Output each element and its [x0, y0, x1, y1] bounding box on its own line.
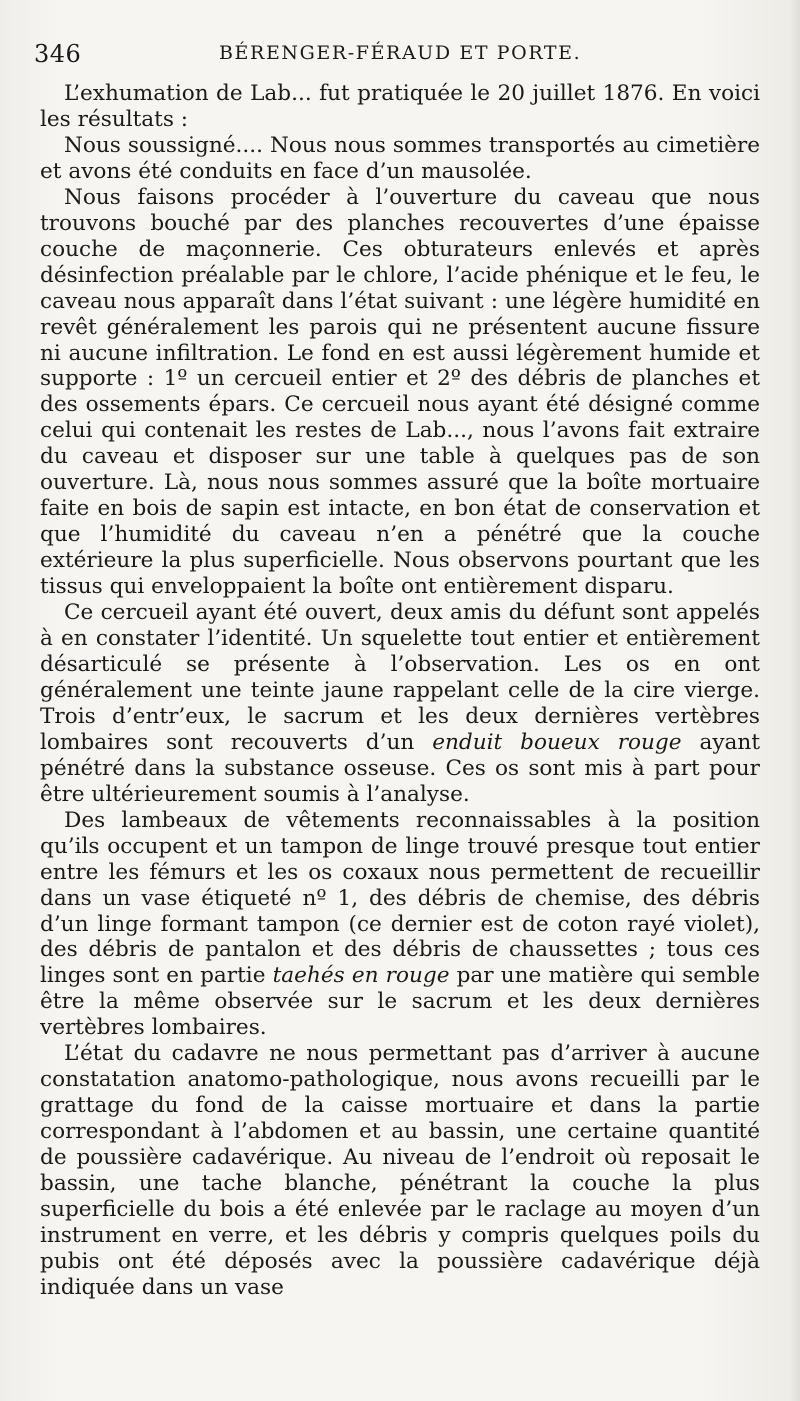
page-header [34, 40, 774, 76]
paragraph-5 [40, 808, 760, 1042]
paragraph-5-italic: taehés en rouge [272, 963, 450, 989]
paragraph-4-text-b: ayant pénétré dans la substance osseuse. Ces os sont mis à part pour être ultérieurement soumis à l’analyse. [40, 729, 760, 807]
paragraph-4-text-a: Ce cercueil ayant été ouvert, deux amis du défunt sont appelés à en constater l’identité. Un squelette tout entier et entièrement désarticulé se présente à l’observation. Les os en ont généralement une teinte jaune rappelant celle de la cire vierge. Trois d’entr’eux, le sacrum et les deux dernières vertèbres lombaires sont recouverts d’un [40, 600, 760, 755]
page-number: 346 [34, 40, 82, 68]
paragraph-4 [40, 600, 760, 808]
running-head: BÉRENGER-FÉRAUD ET PORTE. [219, 42, 582, 64]
paragraph-3: Nous faisons procéder à l’ouverture du caveau que nous trouvons bouché par des planches recouvertes d’une épaisse couche de maçonnerie. Ces obturateurs enlevés et après désinfection préalable par le chlore, l’acide phénique et le feu, le caveau nous apparaît dans l’état suivant : une légère humidité en revêt généralement les parois qui ne présentent aucune fissure ni aucune infiltration. Le fond en est aussi légèrement humide et supporte : 1º un cercueil entier et 2º des débris de planches et des ossements épars. Ce cercueil nous ayant été désigné comme celui qui contenait les restes de Lab..., nous l’avons fait extraire du caveau et disposer sur une table à quelques pas de son ouverture. Là, nous nous sommes assuré que la boîte mortuaire faite en bois de sapin est intacte, en bon état de conservation et que l’humidité du caveau n’en a pénétré que la couche extérieure la plus superficielle. Nous observons pourtant que les tissus qui enveloppaient la boîte ont entièrement disparu. [40, 184, 760, 600]
paragraph-5-text-a: Des lambeaux de vêtements reconnaissables à la position qu’ils occupent et un tampon de linge trouvé presque tout entier entre les fémurs et les os coxaux nous permettent de recueillir dans un vase étiqueté nº 1, des débris de chemise, des débris d’un linge formant tampon (ce dernier est de coton rayé violet), des débris de pantalon et des débris de chaussettes ; tous ces linges sont en partie [40, 807, 760, 989]
paragraph-2: Nous soussigné.... Nous nous sommes transportés au cimetière et avons été conduits en face d’un mausolée. [40, 132, 760, 184]
paragraph-6: L’état du cadavre ne nous permettant pas d’arriver à aucune constatation anatomo-pathologique, nous avons recueilli par le grattage du fond de la caisse mortuaire et dans la partie correspondant à l’abdomen et au bassin, une certaine quantité de poussière cadavérique. Au niveau de l’endroit où reposait le bassin, une tache blanche, pénétrant la couche la plus superficielle du bois a été enlevée par le raclage au moyen d’un instrument en verre, et les débris y compris quelques poils du pubis ont été déposés avec la poussière cadavérique déjà indiquée dans un vase [40, 1041, 760, 1300]
paragraph-4-italic: enduit boueux rouge [432, 729, 682, 755]
paragraph-5-text-b: par une matière qui semble être la même observée sur le sacrum et les deux dernières vertèbres lombaires. [40, 963, 760, 1041]
page-edge-shadow [790, 0, 800, 1401]
body-text [40, 81, 760, 1301]
paragraph-1: L’exhumation de Lab... fut pratiquée le 20 juillet 1876. En voici les résultats : [40, 81, 760, 132]
